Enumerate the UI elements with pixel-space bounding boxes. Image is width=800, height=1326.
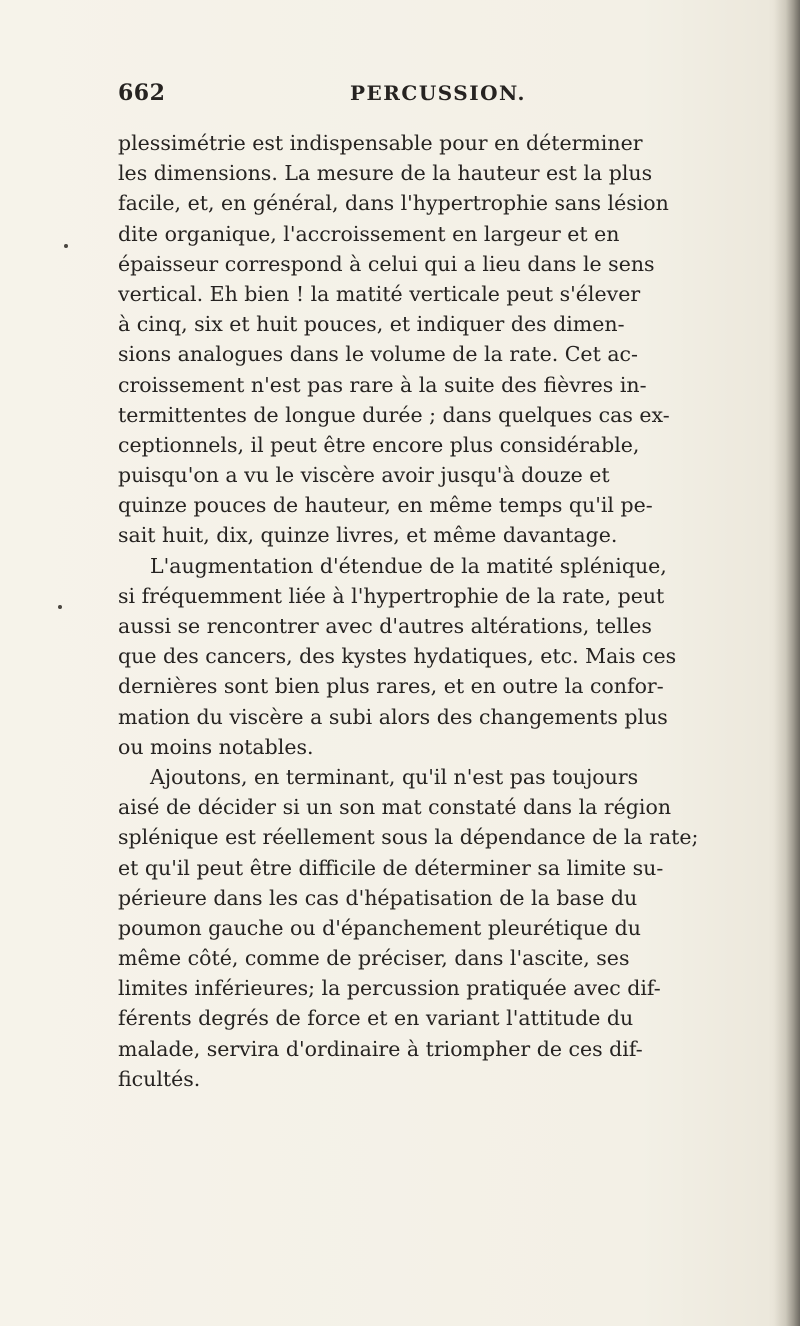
text-line: dernières sont bien plus rares, et en outre la confor- xyxy=(118,674,664,699)
text-line: facile, et, en général, dans l'hypertrophie sans lésion xyxy=(118,191,669,216)
paragraph-first-line: L'augmentation d'étendue de la matité splénique, xyxy=(150,553,667,578)
text-line: termittentes de longue durée ; dans quelques cas ex- xyxy=(118,402,670,427)
text-line: limites inférieures; la percussion pratiquée avec dif- xyxy=(118,976,661,1001)
text-line: quinze pouces de hauteur, en même temps qu'il pe- xyxy=(118,493,653,518)
running-title: PERCUSSION. xyxy=(350,81,526,105)
text-line: vertical. Eh bien ! la matité verticale peut s'élever xyxy=(118,281,641,306)
text-line: périeure dans les cas d'hépatisation de la base du xyxy=(118,885,638,910)
text-line: splénique est réellement sous la dépendance de la rate; xyxy=(118,825,699,850)
margin-dot-mark xyxy=(64,244,68,248)
text-line: et qu'il peut être difficile de déterminer sa limite su- xyxy=(118,855,664,880)
margin-dot-mark xyxy=(58,605,62,609)
text-line: aisé de décider si un son mat constaté dans la région xyxy=(118,795,672,820)
text-line: même côté, comme de préciser, dans l'ascite, ses xyxy=(118,946,630,971)
text-line: poumon gauche ou d'épanchement pleurétique du xyxy=(118,915,641,940)
text-line: sions analogues dans le volume de la rate. Cet ac- xyxy=(118,342,638,367)
text-line: puisqu'on a vu le viscère avoir jusqu'à douze et xyxy=(118,463,610,488)
text-line: malade, servira d'ordinaire à triompher de ces dif- xyxy=(118,1036,643,1061)
body-text xyxy=(118,128,743,1094)
text-line: dite organique, l'accroissement en largeur et en xyxy=(118,221,620,246)
page-edge-shadow xyxy=(774,0,800,1326)
text-line: croissement n'est pas rare à la suite des fièvres in- xyxy=(118,372,647,397)
text-line: les dimensions. La mesure de la hauteur est la plus xyxy=(118,161,653,186)
text-line: ceptionnels, il peut être encore plus considérable, xyxy=(118,432,640,457)
text-line: aussi se rencontrer avec d'autres altérations, telles xyxy=(118,614,652,638)
text-line: plessimétrie est indispensable pour en déterminer xyxy=(118,131,643,155)
text-line: épaisseur correspond à celui qui a lieu dans le sens xyxy=(118,251,655,276)
text-line: férents degrés de force et en variant l'attitude du xyxy=(118,1006,634,1031)
text-line: ficultés. xyxy=(118,1066,201,1091)
paragraph-first-line: Ajoutons, en terminant, qu'il n'est pas toujours xyxy=(150,764,639,789)
text-line: sait huit, dix, quinze livres, et même davantage. xyxy=(118,523,618,548)
text-line: que des cancers, des kystes hydatiques, etc. Mais ces xyxy=(118,644,677,669)
text-line: mation du viscère a subi alors des changements plus xyxy=(118,704,668,729)
page-number: 662 xyxy=(118,80,166,106)
text-line: si fréquemment liée à l'hypertrophie de la rate, peut xyxy=(118,583,665,608)
text-line: ou moins notables. xyxy=(118,734,314,759)
text-line: à cinq, six et huit pouces, et indiquer des dimen- xyxy=(118,312,625,337)
page-header xyxy=(118,80,738,120)
